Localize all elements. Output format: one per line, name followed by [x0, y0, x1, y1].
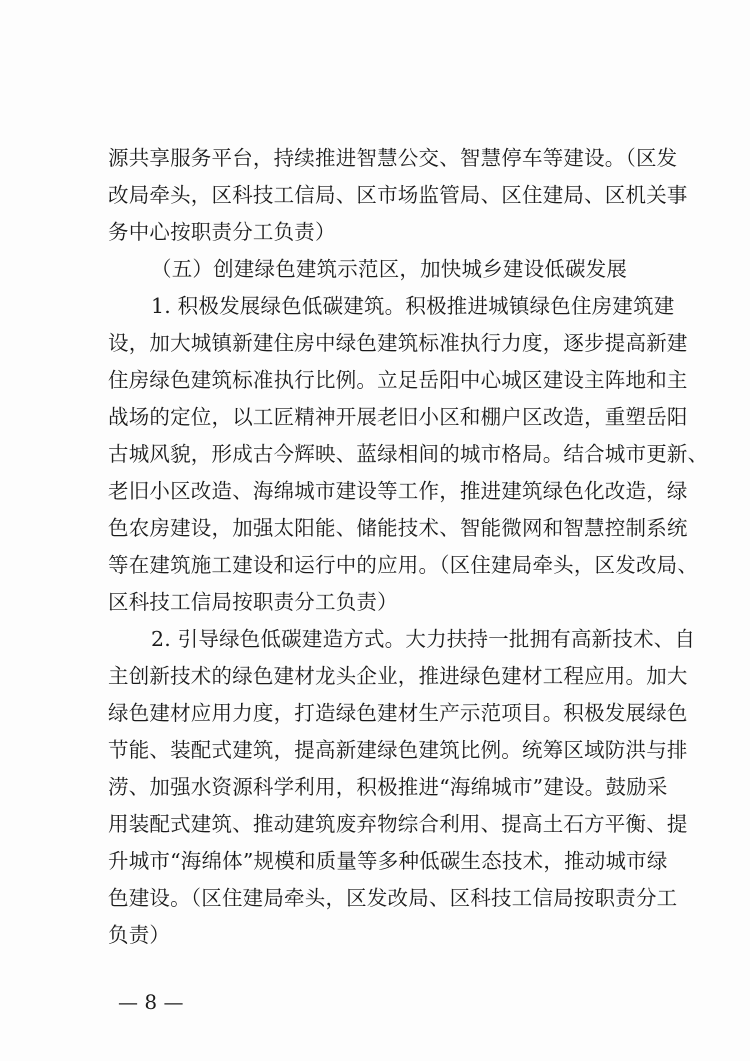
- text-line: 区科技工信局按职责分工负责）: [108, 590, 398, 614]
- page-number: — 8 —: [118, 990, 184, 1014]
- text-line: 改局牵头，区科技工信局、区市场监管局、区住建局、区机关事: [108, 183, 688, 207]
- text-line: 色建设。（区住建局牵头，区发改局、区科技工信局按职责分工: [108, 886, 678, 910]
- text-line: 老旧小区改造、海绵城市建设等工作，推进建筑绿色化改造，绿: [108, 479, 688, 503]
- text-line: 住房绿色建筑标准执行比例。立足岳阳中心城区建设主阵地和主: [108, 368, 688, 392]
- text-line: 升城市“海绵体”规模和质量等多种低碳生态技术，推动城市绿: [108, 849, 668, 873]
- text-line: 务中心按职责分工负责）: [108, 220, 336, 244]
- section-heading: （五）创建绿色建筑示范区，加快城乡建设低碳发展: [151, 257, 628, 281]
- text-line: 设，加大城镇新建住房中绿色建筑标准执行力度，逐步提高新建: [108, 331, 688, 355]
- text-line: 源共享服务平台，持续推进智慧公交、智慧停车等建设。（区发: [108, 146, 678, 170]
- text-line: 负责）: [108, 923, 171, 947]
- text-line: 色农房建设，加强太阳能、储能技术、智能微网和智慧控制系统: [108, 516, 688, 540]
- text-line: 绿色建材应用力度，打造绿色建材生产示范项目。积极发展绿色: [108, 701, 688, 725]
- text-line: 战场的定位，以工匠精神开展老旧小区和棚户区改造，重塑岳阳: [108, 405, 688, 429]
- text-line: 用装配式建筑、推动建筑废弃物综合利用、提高土石方平衡、提: [108, 812, 688, 836]
- text-line: 2. 引导绿色低碳建造方式。大力扶持一批拥有高新技术、自: [151, 627, 696, 651]
- text-line: 主创新技术的绿色建材龙头企业，推进绿色建材工程应用。加大: [108, 664, 688, 688]
- text-line: 节能、装配式建筑，提高新建绿色建筑比例。统筹区域防洪与排: [108, 738, 688, 762]
- text-line: 1. 积极发展绿色低碳建筑。积极推进城镇绿色住房建筑建: [151, 294, 675, 318]
- text-line: 等在建筑施工建设和运行中的应用。（区住建局牵头，区发改局、: [108, 553, 699, 577]
- text-line: 古城风貌，形成古今辉映、蓝绿相间的城市格局。结合城市更新、: [108, 442, 709, 466]
- text-line: 涝、加强水资源科学利用，积极推进“海绵城市”建设。鼓励采: [108, 775, 668, 799]
